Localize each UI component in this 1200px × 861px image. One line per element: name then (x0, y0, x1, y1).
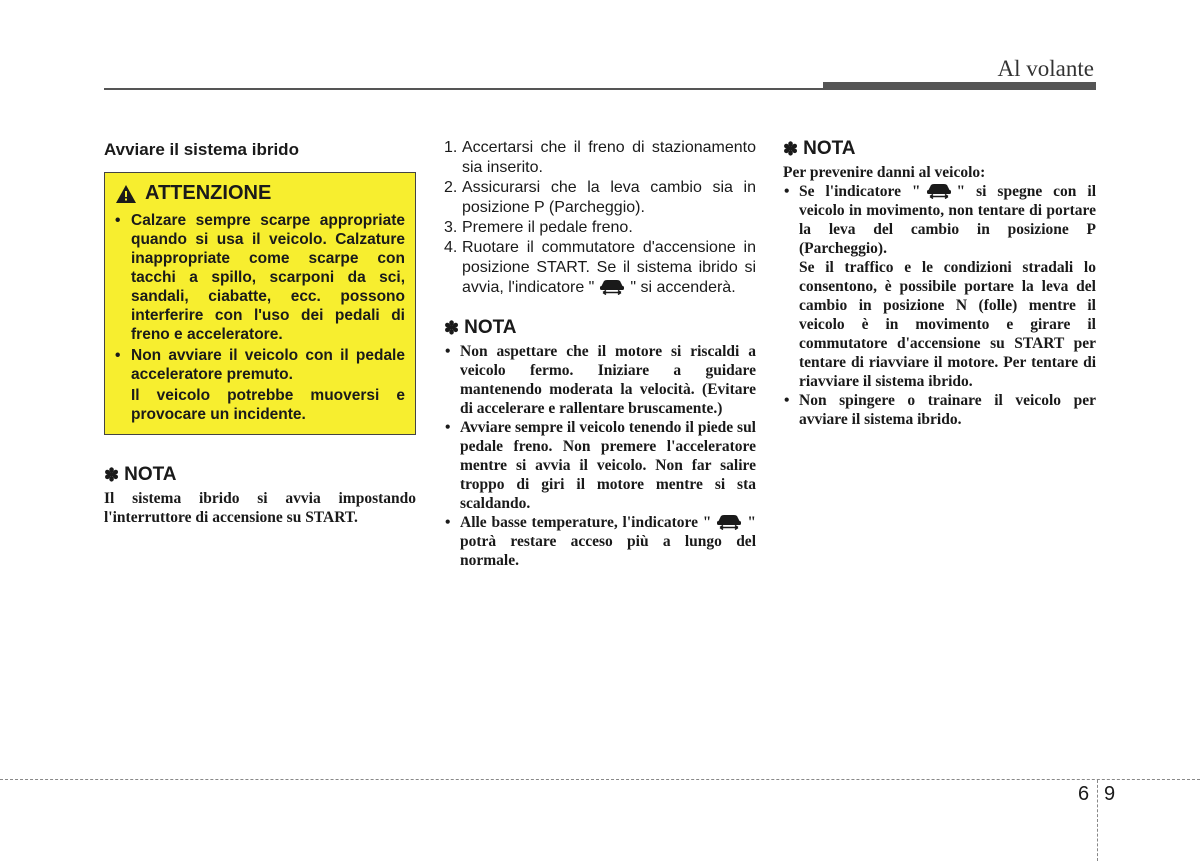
nota-item-text-after: " potrà restare acceso più a lungo del normale. (460, 514, 756, 569)
nota-item (444, 342, 756, 418)
footer-divider (1097, 780, 1098, 861)
step-item (444, 218, 756, 238)
nota-item-extra: Se il traffico e le condizioni stradali lo consentono, è possibile portare la leva del cambio in posizione N (folle) mentre il veicolo è in movimento e girare il commutatore d'accensione su START per tentare di riavviare il motore. Per tentare di riavviare il sistema ibrido. (799, 259, 1096, 390)
nota-text: Il sistema ibrido si avvia impostando l'interruttore di accensione su START. (104, 490, 416, 526)
warning-triangle-icon (115, 184, 137, 204)
step-text: Assicurarsi che la leva cambio sia in posizione P (Parcheggio). (462, 179, 756, 216)
nota-list (783, 182, 1096, 429)
warning-item-text: Calzare sempre scarpe appropriate quando si usa il veicolo. Calzature inappropriate come scarpe con tacchi a spillo, scarponi da sci, sandali, ciabatte, ecc. possono interferire con l'uso dei pedali di freno e acceleratore. (131, 212, 405, 343)
warning-list (115, 211, 405, 424)
nota-header (444, 317, 756, 339)
step-number: 3. (444, 219, 458, 236)
nota-item-text-before: Se l'indicatore " (799, 183, 921, 200)
nota-list (444, 342, 756, 570)
step-text-after: " si accenderà. (630, 279, 736, 296)
nota-intro: Per prevenire danni al veicolo: (783, 164, 986, 181)
step-number: 2. (444, 179, 458, 196)
nota-block (104, 464, 416, 527)
nota-title: NOTA (464, 317, 517, 338)
step-text: Accertarsi che il freno di stazionamento sia inserito. (462, 139, 756, 176)
nota-item (783, 182, 1096, 391)
steps-list (444, 138, 756, 298)
nota-block (444, 317, 756, 570)
nota-item-text: Non aspettare che il motore si riscaldi a veicolo fermo. Iniziare a guidare mantenendo moderata la velocità. (Evitare di accelerare e rallentare bruscamente.) (460, 343, 756, 417)
nota-item-text: Non spingere o trainare il veicolo per avviare il sistema ibrido. (799, 392, 1096, 428)
nota-item-text-before: Alle basse temperature, l'indicatore " (460, 514, 712, 531)
nota-star-icon: ✽ (444, 317, 460, 338)
warning-header (115, 182, 405, 205)
nota-star-icon: ✽ (783, 138, 799, 159)
car-ready-icon (924, 182, 954, 199)
section-title: Avviare il sistema ibrido (104, 140, 299, 159)
nota-header (783, 138, 1096, 160)
warning-item (115, 211, 405, 344)
step-number: 4. (444, 239, 458, 256)
step-item (444, 138, 756, 178)
car-ready-icon (597, 278, 627, 295)
nota-item (444, 513, 756, 570)
nota-item-text-after: " si spegne con il veicolo in movimento, non tentare di portare la leva del cambio in posizione P (Parcheggio). (799, 183, 1096, 257)
column-2 (444, 138, 756, 570)
chapter-number: 6 (1078, 783, 1090, 805)
warning-box (104, 172, 416, 435)
footer-rule (0, 779, 1200, 780)
page-number: 9 (1104, 783, 1116, 805)
column-1 (104, 138, 416, 527)
step-item (444, 238, 756, 298)
nota-title: NOTA (124, 464, 177, 485)
car-ready-icon (714, 513, 744, 530)
warning-item-text: Non avviare il veicolo con il pedale acceleratore premuto. (131, 347, 405, 383)
nota-item (783, 391, 1096, 429)
warning-title: ATTENZIONE (145, 182, 272, 204)
nota-title: NOTA (803, 138, 856, 159)
warning-item (115, 346, 405, 424)
column-3 (783, 138, 1096, 429)
step-item (444, 178, 756, 218)
nota-item-text: Avviare sempre il veicolo tenendo il piede sul pedale freno. Non premere l'acceleratore mentre si avvia il veicolo. Non far salire troppo di giri il motore mentre si sta scaldando. (460, 419, 756, 512)
step-number: 1. (444, 139, 458, 156)
step-text: Premere il pedale freno. (462, 219, 633, 236)
step-text-before: Ruotare il commutatore d'accensione in posizione START. Se il sistema ibrido si avvia, l'indicatore " (462, 239, 756, 296)
warning-item-extra: Il veicolo potrebbe muoversi e provocare un incidente. (131, 387, 405, 423)
page-header-title: Al volante (997, 56, 1094, 81)
nota-item (444, 418, 756, 513)
header-rule (104, 88, 1096, 90)
nota-header (104, 464, 416, 486)
step-text (462, 238, 756, 298)
nota-star-icon: ✽ (104, 464, 120, 485)
